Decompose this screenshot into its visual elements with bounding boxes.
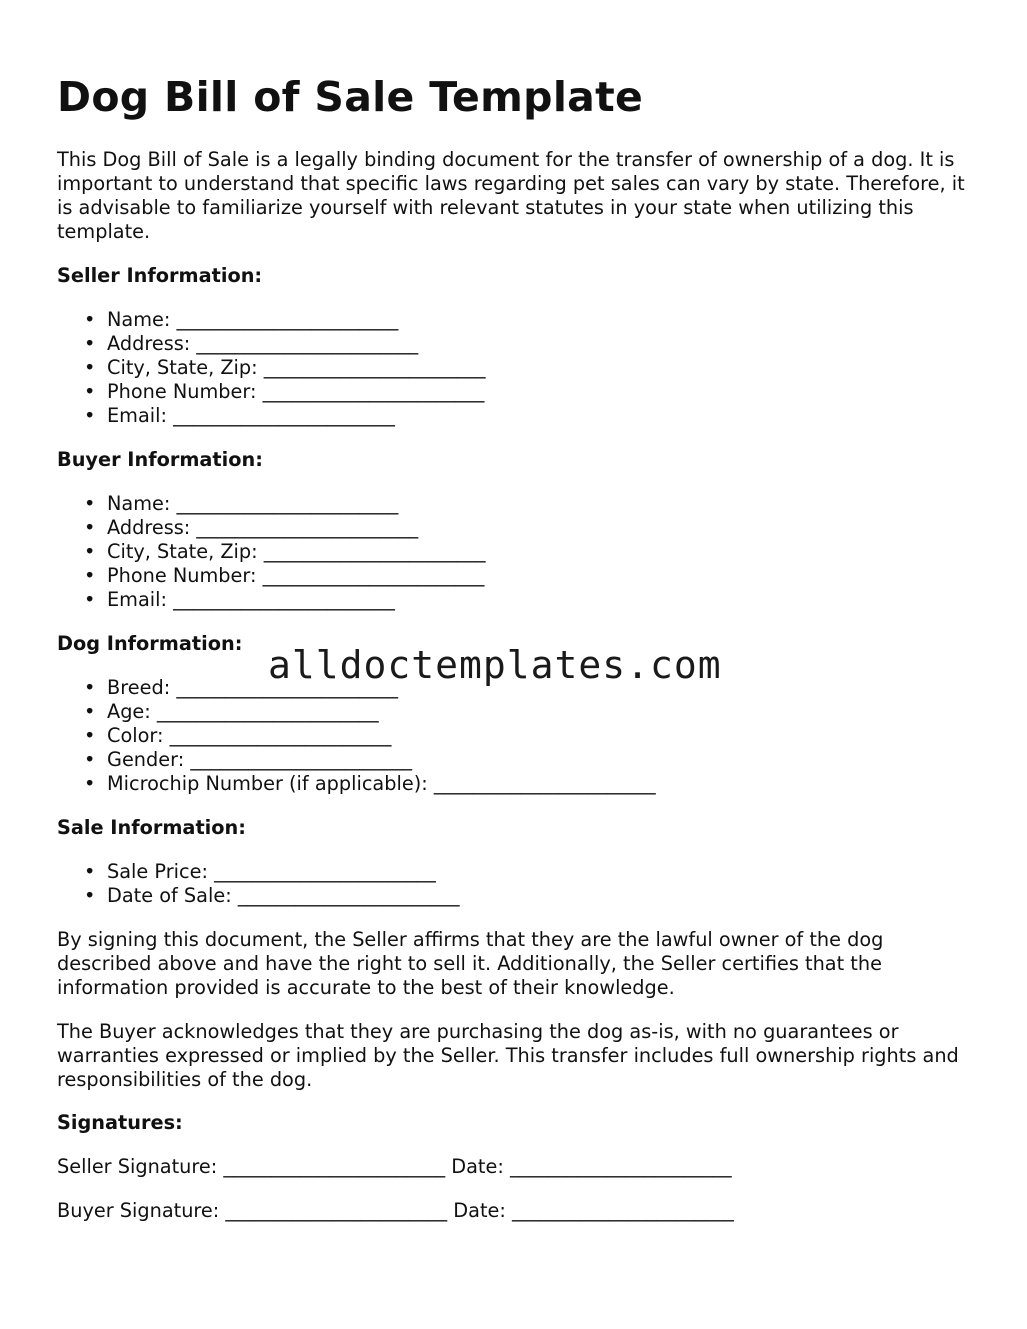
dog-fields-list [57, 676, 656, 796]
buyer-email-field: • Email: _______________________ [84, 588, 395, 611]
seller-heading: Seller Information: [57, 264, 263, 287]
sale-heading: Sale Information: [57, 816, 246, 839]
seller-city-state-zip-field: • City, State, Zip: _______________________ [84, 356, 486, 379]
dog-age-field: • Age: _______________________ [84, 700, 379, 723]
bullet-icon: • [84, 380, 96, 403]
buyer-address-field: • Address: _______________________ [84, 516, 419, 539]
sale-fields-list [57, 860, 460, 908]
dog-microchip-field: • Microchip Number (if applicable): _______________________ [84, 772, 656, 795]
bullet-icon: • [84, 540, 96, 563]
watermark-text: alldoctemplates.com [268, 643, 722, 687]
bullet-icon: • [84, 700, 96, 723]
seller-name-field: • Name: _______________________ [84, 308, 399, 331]
bullet-icon: • [84, 772, 96, 795]
seller-email-field: • Email: _______________________ [84, 404, 395, 427]
bullet-icon: • [84, 860, 96, 883]
bullet-icon: • [84, 564, 96, 587]
bullet-icon: • [84, 516, 96, 539]
dog-breed-field: • Breed: _______________________ [84, 676, 399, 699]
seller-phone-field: • Phone Number: _______________________ [84, 380, 485, 403]
buyer-city-state-zip-field: • City, State, Zip: _______________________ [84, 540, 486, 563]
bullet-icon: • [84, 356, 96, 379]
sale-date-field: • Date of Sale: _______________________ [84, 884, 460, 907]
buyer-fields-list [57, 492, 486, 612]
dog-color-field: • Color: _______________________ [84, 724, 392, 747]
seller-address-field: • Address: _______________________ [84, 332, 419, 355]
intro-paragraph: This Dog Bill of Sale is a legally binding document for the transfer of ownership of a dog. It is important to understand that specific laws regarding pet sales can vary by state. Therefore, it is advisable to familiarize yourself with relevant statutes in your state when utilizing this template. [57, 148, 965, 243]
page-title: Dog Bill of Sale Template [57, 73, 644, 121]
seller-fields-list [57, 308, 486, 428]
bullet-icon: • [84, 676, 96, 699]
bullet-icon: • [84, 492, 96, 515]
dog-heading: Dog Information: [57, 632, 243, 655]
bullet-icon: • [84, 308, 96, 331]
seller-signature-line: Seller Signature: _______________________ Date: _______________________ [57, 1155, 732, 1178]
sale-price-field: • Sale Price: _______________________ [84, 860, 436, 883]
bullet-icon: • [84, 748, 96, 771]
bullet-icon: • [84, 884, 96, 907]
buyer-acknowledgement-paragraph: The Buyer acknowledges that they are purchasing the dog as-is, with no guarantees or warranties expressed or implied by the Seller. This transfer includes full ownership rights and responsibilities of the dog. [57, 1020, 959, 1091]
bullet-icon: • [84, 724, 96, 747]
buyer-name-field: • Name: _______________________ [84, 492, 399, 515]
seller-affirmation-paragraph: By signing this document, the Seller affirms that they are the lawful owner of the dog described above and have the right to sell it. Additionally, the Seller certifies that the information provided is accurate to the best of their knowledge. [57, 928, 884, 999]
buyer-signature-line: Buyer Signature: _______________________ Date: _______________________ [57, 1199, 734, 1222]
bullet-icon: • [84, 404, 96, 427]
bullet-icon: • [84, 332, 96, 355]
buyer-phone-field: • Phone Number: _______________________ [84, 564, 485, 587]
buyer-heading: Buyer Information: [57, 448, 263, 471]
signatures-heading: Signatures: [57, 1111, 183, 1134]
dog-gender-field: • Gender: _______________________ [84, 748, 413, 771]
bullet-icon: • [84, 588, 96, 611]
